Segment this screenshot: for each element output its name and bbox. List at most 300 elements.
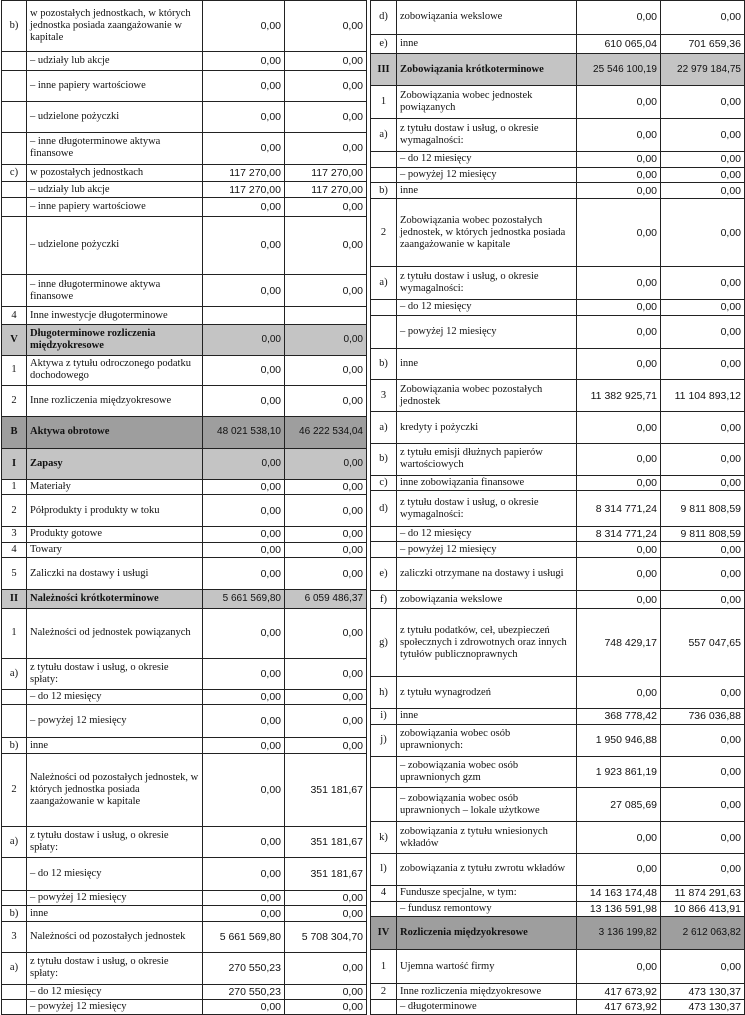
row-label: z tytułu dostaw i usług, o okresie wymagalności: [397, 491, 577, 526]
row-label: z tytułu dostaw i usług, o okresie spłaty: [27, 952, 203, 984]
current-period-value: 0,00 [577, 542, 661, 558]
previous-period-value: 11 874 291,63 [661, 885, 745, 901]
previous-period-value: 0,00 [661, 756, 745, 788]
row-marker: e) [371, 558, 397, 591]
row-marker: 4 [2, 307, 27, 325]
previous-period-value: 351 181,67 [285, 826, 367, 857]
row-label: z tytułu dostaw i usług, o okresie wymagalności: [397, 267, 577, 300]
row-marker: c) [371, 475, 397, 491]
row-label: Zobowiązania wobec pozostałych jednostek, w których jednostka posiada zaangażowanie w kapitale [397, 199, 577, 267]
previous-period-value: 0,00 [285, 738, 367, 753]
row-marker: IV [371, 917, 397, 950]
assets-table [1, 0, 367, 1015]
current-period-value: 0,00 [203, 890, 285, 905]
row-label: z tytułu emisji dłużnych papierów wartościowych [397, 443, 577, 475]
current-period-value: 0,00 [203, 70, 285, 101]
row-label: – do 12 miesięcy [397, 526, 577, 542]
current-period-value: 0,00 [577, 300, 661, 316]
left-row [2, 132, 367, 164]
row-marker [371, 542, 397, 558]
current-period-value: 0,00 [203, 324, 285, 355]
previous-period-value: 0,00 [661, 151, 745, 167]
row-label: Ujemna wartość firmy [397, 950, 577, 984]
row-label: z tytułu dostaw i usług, o okresie wymagalności: [397, 118, 577, 151]
current-period-value: 0,00 [203, 479, 285, 494]
current-period-value: 0,00 [577, 475, 661, 491]
left-row [2, 952, 367, 984]
row-marker: a) [371, 412, 397, 444]
right-row [371, 118, 745, 151]
row-marker [371, 901, 397, 917]
right-row [371, 984, 745, 1000]
left-row [2, 355, 367, 385]
current-period-value: 0,00 [203, 216, 285, 275]
row-marker: j) [371, 724, 397, 756]
row-marker: 2 [2, 385, 27, 416]
previous-period-value: 0,00 [285, 495, 367, 527]
previous-period-value: 0,00 [285, 51, 367, 70]
row-label: Zobowiązania krótkoterminowe [397, 54, 577, 86]
previous-period-value: 0,00 [285, 689, 367, 704]
row-label: Inne rozliczenia międzyokresowe [27, 385, 203, 416]
previous-period-value: 351 181,67 [285, 857, 367, 890]
current-period-value: 0,00 [577, 950, 661, 984]
row-label: zaliczki otrzymane na dostawy i usługi [397, 558, 577, 591]
previous-period-value: 0,00 [661, 183, 745, 199]
row-marker: 1 [2, 609, 27, 659]
row-marker: 5 [2, 558, 27, 590]
left-row [2, 416, 367, 448]
row-label: – do 12 miesięcy [397, 300, 577, 316]
current-period-value [203, 307, 285, 325]
current-period-value: 1 923 861,19 [577, 756, 661, 788]
row-label: – do 12 miesięcy [397, 151, 577, 167]
previous-period-value: 0,00 [285, 132, 367, 164]
current-period-value: 48 021 538,10 [203, 416, 285, 448]
right-row [371, 822, 745, 854]
row-label: – udzielone pożyczki [27, 216, 203, 275]
row-marker: d) [371, 1, 397, 35]
current-period-value: 0,00 [203, 658, 285, 689]
current-period-value: 0,00 [577, 853, 661, 885]
row-label: – inne długoterminowe aktywa finansowe [27, 275, 203, 307]
row-marker [371, 756, 397, 788]
current-period-value: 610 065,04 [577, 34, 661, 53]
row-marker: b) [2, 906, 27, 921]
previous-period-value: 0,00 [661, 167, 745, 183]
left-row [2, 753, 367, 826]
current-period-value: 748 429,17 [577, 609, 661, 677]
current-period-value: 417 673,92 [577, 984, 661, 1000]
right-row [371, 183, 745, 199]
current-period-value: 5 661 569,80 [203, 590, 285, 609]
row-label: – do 12 miesięcy [27, 857, 203, 890]
previous-period-value: 117 270,00 [285, 182, 367, 197]
row-label: Produkty gotowe [27, 527, 203, 542]
right-row [371, 788, 745, 822]
row-marker: l) [371, 853, 397, 885]
row-label: – udziały lub akcje [27, 182, 203, 197]
right-row [371, 348, 745, 380]
right-row [371, 885, 745, 901]
previous-period-value: 0,00 [285, 216, 367, 275]
row-marker: b) [371, 348, 397, 380]
row-marker [2, 216, 27, 275]
row-marker: 1 [2, 355, 27, 385]
previous-period-value: 0,00 [285, 705, 367, 738]
row-label: zobowiązania wekslowe [397, 1, 577, 35]
row-label: – powyżej 12 miesięcy [397, 167, 577, 183]
right-row [371, 412, 745, 444]
previous-period-value: 46 222 534,04 [285, 416, 367, 448]
current-period-value: 0,00 [203, 132, 285, 164]
current-period-value: 0,00 [577, 1, 661, 35]
current-period-value: 0,00 [577, 267, 661, 300]
previous-period-value: 0,00 [661, 558, 745, 591]
previous-period-value: 11 104 893,12 [661, 380, 745, 412]
current-period-value: 0,00 [577, 199, 661, 267]
row-label: Należności od pozostałych jednostek [27, 921, 203, 952]
left-row [2, 890, 367, 905]
current-period-value: 117 270,00 [203, 182, 285, 197]
current-period-value: 0,00 [577, 118, 661, 151]
row-label: – do 12 miesięcy [27, 689, 203, 704]
left-row [2, 275, 367, 307]
left-row [2, 609, 367, 659]
row-marker [2, 890, 27, 905]
row-label: inne [397, 708, 577, 724]
current-period-value: 8 314 771,24 [577, 526, 661, 542]
right-row [371, 917, 745, 950]
previous-period-value: 0,00 [285, 527, 367, 542]
row-marker [2, 1000, 27, 1015]
previous-period-value: 557 047,65 [661, 609, 745, 677]
previous-period-value: 0,00 [285, 1000, 367, 1015]
row-label: w pozostałych jednostkach, w których jednostka posiada zaangażowanie w kapitale [27, 1, 203, 52]
row-marker: 2 [371, 199, 397, 267]
left-row [2, 558, 367, 590]
current-period-value: 0,00 [203, 355, 285, 385]
current-period-value: 368 778,42 [577, 708, 661, 724]
previous-period-value: 22 979 184,75 [661, 54, 745, 86]
current-period-value: 0,00 [203, 275, 285, 307]
row-label: – powyżej 12 miesięcy [27, 705, 203, 738]
row-label: – powyżej 12 miesięcy [397, 315, 577, 348]
row-label: Aktywa z tytułu odroczonego podatku dochodowego [27, 355, 203, 385]
right-row [371, 1000, 745, 1015]
current-period-value: 0,00 [577, 443, 661, 475]
left-row [2, 448, 367, 479]
previous-period-value: 0,00 [285, 542, 367, 557]
previous-period-value: 0,00 [285, 1, 367, 52]
row-label: zobowiązania z tytułu wniesionych wkładów [397, 822, 577, 854]
left-row [2, 921, 367, 952]
row-marker: b) [2, 1, 27, 52]
current-period-value: 417 673,92 [577, 1000, 661, 1015]
balance-sheet-page [1, 0, 744, 1015]
current-period-value: 0,00 [577, 591, 661, 609]
row-marker: 4 [371, 885, 397, 901]
row-marker: d) [371, 491, 397, 526]
left-row [2, 51, 367, 70]
previous-period-value: 0,00 [285, 70, 367, 101]
right-row [371, 591, 745, 609]
previous-period-value: 0,00 [661, 724, 745, 756]
right-row [371, 315, 745, 348]
current-period-value: 27 085,69 [577, 788, 661, 822]
left-row [2, 689, 367, 704]
right-row [371, 267, 745, 300]
row-label: Należności krótkoterminowe [27, 590, 203, 609]
row-label: – inne papiery wartościowe [27, 70, 203, 101]
row-marker: III [371, 54, 397, 86]
current-period-value: 0,00 [577, 151, 661, 167]
row-label: Fundusze specjalne, w tym: [397, 885, 577, 901]
previous-period-value: 351 181,67 [285, 753, 367, 826]
previous-period-value: 0,00 [285, 658, 367, 689]
previous-period-value: 0,00 [661, 950, 745, 984]
row-label: inne [397, 183, 577, 199]
right-row [371, 950, 745, 984]
previous-period-value: 0,00 [661, 300, 745, 316]
row-marker: 4 [2, 542, 27, 557]
right-row [371, 609, 745, 677]
row-marker: g) [371, 609, 397, 677]
row-marker: 1 [371, 85, 397, 118]
previous-period-value: 0,00 [285, 275, 367, 307]
right-row [371, 708, 745, 724]
right-row [371, 443, 745, 475]
left-row [2, 658, 367, 689]
left-row [2, 495, 367, 527]
previous-period-value: 0,00 [285, 197, 367, 216]
row-marker: 3 [2, 527, 27, 542]
previous-period-value: 0,00 [661, 822, 745, 854]
row-marker [371, 788, 397, 822]
row-label: inne zobowiązania finansowe [397, 475, 577, 491]
row-label: – fundusz remontowy [397, 901, 577, 917]
row-label: inne [27, 906, 203, 921]
row-label: kredyty i pożyczki [397, 412, 577, 444]
previous-period-value: 0,00 [661, 199, 745, 267]
previous-period-value: 10 866 413,91 [661, 901, 745, 917]
previous-period-value: 0,00 [285, 558, 367, 590]
row-label: z tytułu dostaw i usług, o okresie spłaty: [27, 658, 203, 689]
current-period-value: 0,00 [203, 527, 285, 542]
current-period-value: 11 382 925,71 [577, 380, 661, 412]
right-row [371, 151, 745, 167]
current-period-value: 0,00 [203, 906, 285, 921]
current-period-value: 117 270,00 [203, 164, 285, 182]
row-marker [2, 275, 27, 307]
current-period-value: 0,00 [577, 348, 661, 380]
right-row [371, 34, 745, 53]
row-marker: 2 [2, 753, 27, 826]
current-period-value: 0,00 [203, 558, 285, 590]
left-row [2, 542, 367, 557]
current-period-value: 0,00 [203, 826, 285, 857]
current-period-value: 14 163 174,48 [577, 885, 661, 901]
row-label: – powyżej 12 miesięcy [397, 542, 577, 558]
left-row [2, 906, 367, 921]
row-label: zobowiązania wekslowe [397, 591, 577, 609]
current-period-value: 13 136 591,98 [577, 901, 661, 917]
row-label: – inne papiery wartościowe [27, 197, 203, 216]
previous-period-value: 0,00 [661, 315, 745, 348]
current-period-value: 8 314 771,24 [577, 491, 661, 526]
previous-period-value: 0,00 [661, 267, 745, 300]
previous-period-value: 701 659,36 [661, 34, 745, 53]
left-row [2, 164, 367, 182]
row-marker: b) [2, 738, 27, 753]
row-label: – powyżej 12 miesięcy [27, 890, 203, 905]
right-row [371, 199, 745, 267]
row-marker [2, 689, 27, 704]
current-period-value: 0,00 [203, 1, 285, 52]
row-marker: 2 [2, 495, 27, 527]
previous-period-value: 0,00 [661, 443, 745, 475]
right-row [371, 475, 745, 491]
current-period-value: 0,00 [203, 197, 285, 216]
row-marker: II [2, 590, 27, 609]
previous-period-value: 6 059 486,37 [285, 590, 367, 609]
row-label: Inne inwestycje długoterminowe [27, 307, 203, 325]
row-marker: 2 [371, 984, 397, 1000]
left-row [2, 527, 367, 542]
left-row [2, 705, 367, 738]
left-row [2, 826, 367, 857]
left-row [2, 182, 367, 197]
right-row [371, 167, 745, 183]
left-row [2, 216, 367, 275]
row-marker: 1 [2, 479, 27, 494]
current-period-value: 0,00 [203, 1000, 285, 1015]
row-label: z tytułu podatków, ceł, ubezpieczeń społecznych i zdrowotnych oraz innych tytułów publicznoprawnych [397, 609, 577, 677]
previous-period-value: 0,00 [285, 890, 367, 905]
current-period-value: 0,00 [203, 51, 285, 70]
right-row [371, 756, 745, 788]
row-marker: V [2, 324, 27, 355]
current-period-value: 0,00 [577, 677, 661, 709]
right-row [371, 1, 745, 35]
row-marker: e) [371, 34, 397, 53]
row-label: – udzielone pożyczki [27, 101, 203, 132]
previous-period-value: 736 036,88 [661, 708, 745, 724]
previous-period-value: 0,00 [285, 324, 367, 355]
left-row [2, 1, 367, 52]
current-period-value: 3 136 199,82 [577, 917, 661, 950]
current-period-value: 0,00 [203, 609, 285, 659]
current-period-value: 5 661 569,80 [203, 921, 285, 952]
current-period-value: 0,00 [203, 101, 285, 132]
row-label: Zobowiązania wobec jednostek powiązanych [397, 85, 577, 118]
row-label: – długoterminowe [397, 1000, 577, 1015]
right-row [371, 853, 745, 885]
row-marker: a) [2, 952, 27, 984]
row-label: – do 12 miesięcy [27, 984, 203, 999]
row-label: – powyżej 12 miesięcy [27, 1000, 203, 1015]
current-period-value: 1 950 946,88 [577, 724, 661, 756]
previous-period-value: 473 130,37 [661, 1000, 745, 1015]
previous-period-value: 0,00 [661, 853, 745, 885]
left-row [2, 324, 367, 355]
row-marker: b) [371, 183, 397, 199]
previous-period-value: 9 811 808,59 [661, 491, 745, 526]
row-label: – inne długoterminowe aktywa finansowe [27, 132, 203, 164]
right-row [371, 677, 745, 709]
previous-period-value: 0,00 [285, 906, 367, 921]
current-period-value: 0,00 [203, 495, 285, 527]
row-marker [371, 151, 397, 167]
left-row [2, 385, 367, 416]
row-label: Należności od jednostek powiązanych [27, 609, 203, 659]
row-label: Zobowiązania wobec pozostałych jednostek [397, 380, 577, 412]
row-label: zobowiązania wobec osób uprawnionych: [397, 724, 577, 756]
row-marker: 3 [2, 921, 27, 952]
left-row [2, 101, 367, 132]
row-marker [371, 526, 397, 542]
right-row [371, 300, 745, 316]
row-label: zobowiązania z tytułu zwrotu wkładów [397, 853, 577, 885]
previous-period-value: 2 612 063,82 [661, 917, 745, 950]
row-label: Inne rozliczenia międzyokresowe [397, 984, 577, 1000]
right-row [371, 542, 745, 558]
row-marker: h) [371, 677, 397, 709]
previous-period-value: 5 708 304,70 [285, 921, 367, 952]
row-label: Półprodukty i produkty w toku [27, 495, 203, 527]
row-label: z tytułu wynagrodzeń [397, 677, 577, 709]
right-row [371, 724, 745, 756]
row-marker [2, 132, 27, 164]
row-marker [2, 705, 27, 738]
row-label: – zobowiązania wobec osób uprawnionych – lokale użytkowe [397, 788, 577, 822]
row-marker [2, 984, 27, 999]
row-label: Należności od pozostałych jednostek, w których jednostka posiada zaangażowanie w kapitale [27, 753, 203, 826]
previous-period-value: 0,00 [285, 101, 367, 132]
row-marker: B [2, 416, 27, 448]
row-marker: b) [371, 443, 397, 475]
row-marker: a) [2, 658, 27, 689]
right-row [371, 380, 745, 412]
current-period-value: 0,00 [577, 167, 661, 183]
current-period-value: 0,00 [203, 542, 285, 557]
row-marker: I [2, 448, 27, 479]
current-period-value: 0,00 [203, 705, 285, 738]
row-marker [2, 51, 27, 70]
previous-period-value: 0,00 [285, 984, 367, 999]
previous-period-value: 0,00 [661, 85, 745, 118]
right-row [371, 526, 745, 542]
previous-period-value: 9 811 808,59 [661, 526, 745, 542]
previous-period-value: 0,00 [661, 677, 745, 709]
current-period-value: 0,00 [203, 857, 285, 890]
row-marker [371, 315, 397, 348]
row-marker: a) [371, 267, 397, 300]
previous-period-value: 0,00 [285, 952, 367, 984]
previous-period-value: 473 130,37 [661, 984, 745, 1000]
row-label: – udziały lub akcje [27, 51, 203, 70]
previous-period-value: 0,00 [661, 591, 745, 609]
left-row [2, 307, 367, 325]
current-period-value: 270 550,23 [203, 984, 285, 999]
row-label: z tytułu dostaw i usług, o okresie spłaty: [27, 826, 203, 857]
previous-period-value: 0,00 [661, 118, 745, 151]
row-label: Rozliczenia międzyokresowe [397, 917, 577, 950]
row-label: w pozostałych jednostkach [27, 164, 203, 182]
current-period-value: 0,00 [577, 822, 661, 854]
left-row [2, 197, 367, 216]
left-row [2, 984, 367, 999]
